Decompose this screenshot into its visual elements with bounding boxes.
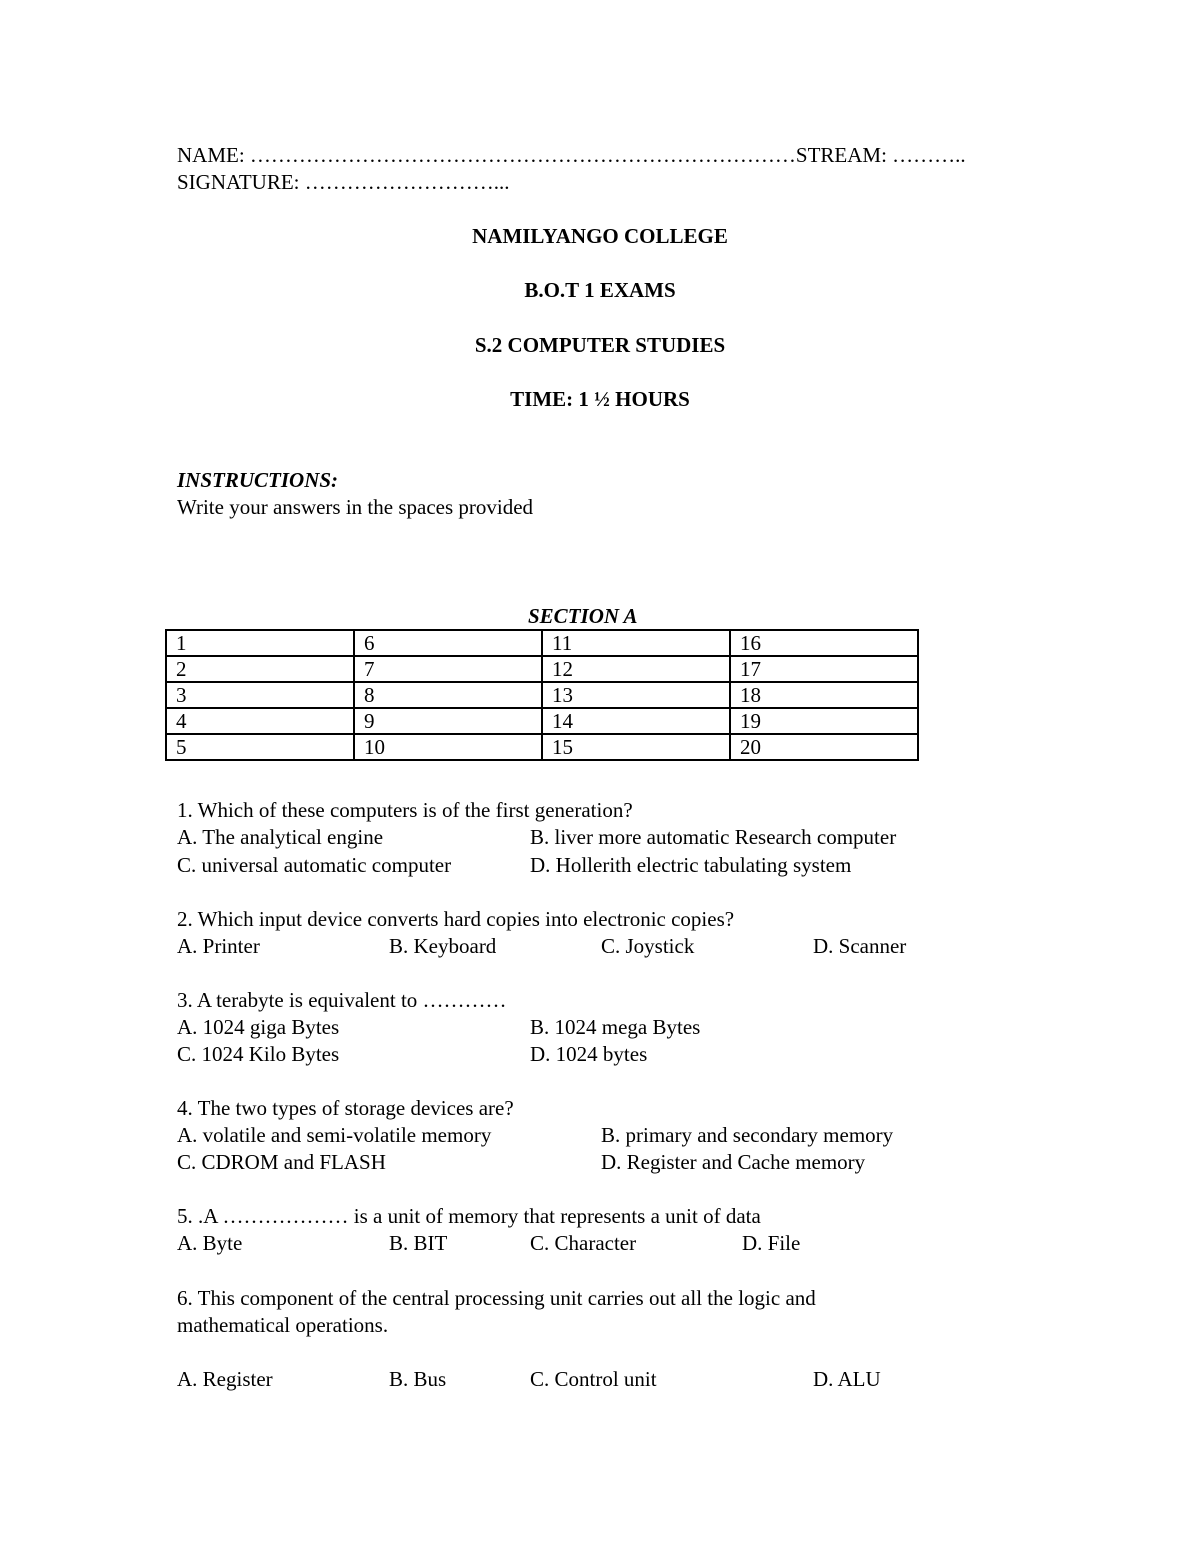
answer-cell[interactable]: 18 bbox=[730, 682, 918, 708]
question-6-option-d: D. ALU bbox=[813, 1367, 881, 1391]
question-4-option-b: B. primary and secondary memory bbox=[601, 1123, 894, 1147]
question-1-option-b: B. liver more automatic Research computer bbox=[530, 825, 897, 849]
question-4-option-a: A. volatile and semi-volatile memory bbox=[177, 1123, 492, 1147]
subject-title: S.2 COMPUTER STUDIES bbox=[474, 333, 726, 357]
question-1-option-d: D. Hollerith electric tabulating system bbox=[530, 853, 852, 877]
question-6-option-a: A. Register bbox=[177, 1367, 273, 1391]
question-5-text: 5. .A ……………… is a unit of memory that represents a unit of data bbox=[177, 1204, 761, 1228]
answer-table bbox=[165, 629, 919, 761]
table-row bbox=[166, 682, 918, 708]
question-6-option-b: B. Bus bbox=[389, 1367, 447, 1391]
question-3-option-d: D. 1024 bytes bbox=[530, 1042, 648, 1066]
question-3-option-b: B. 1024 mega Bytes bbox=[530, 1015, 701, 1039]
question-6-text-line1: 6. This component of the central processing unit carries out all the logic and bbox=[177, 1286, 816, 1310]
answer-cell[interactable]: 3 bbox=[166, 682, 354, 708]
answer-cell[interactable]: 6 bbox=[354, 630, 542, 656]
question-3-option-a: A. 1024 giga Bytes bbox=[177, 1015, 340, 1039]
answer-cell[interactable]: 11 bbox=[542, 630, 730, 656]
question-3-text: 3. A terabyte is equivalent to ………… bbox=[177, 988, 507, 1012]
question-5-option-c: C. Character bbox=[530, 1231, 637, 1255]
question-2-option-d: D. Scanner bbox=[813, 934, 907, 958]
answer-cell[interactable]: 2 bbox=[166, 656, 354, 682]
question-1-option-a: A. The analytical engine bbox=[177, 825, 384, 849]
instructions-heading: INSTRUCTIONS: bbox=[177, 468, 339, 492]
question-4-text: 4. The two types of storage devices are? bbox=[177, 1096, 514, 1120]
answer-cell[interactable]: 5 bbox=[166, 734, 354, 760]
question-5-option-a: A. Byte bbox=[177, 1231, 243, 1255]
question-1-text: 1. Which of these computers is of the first generation? bbox=[177, 798, 633, 822]
question-2-text: 2. Which input device converts hard copies into electronic copies? bbox=[177, 907, 735, 931]
name-stream-line: NAME: ……………………………………………………………………STREAM: ……….. bbox=[177, 143, 966, 167]
question-1-option-c: C. universal automatic computer bbox=[177, 853, 452, 877]
question-6-option-c: C. Control unit bbox=[530, 1367, 657, 1391]
question-2-option-b: B. Keyboard bbox=[389, 934, 497, 958]
answer-cell[interactable]: 13 bbox=[542, 682, 730, 708]
answer-cell[interactable]: 9 bbox=[354, 708, 542, 734]
question-5-option-d: D. File bbox=[742, 1231, 801, 1255]
answer-cell[interactable]: 14 bbox=[542, 708, 730, 734]
question-2-option-c: C. Joystick bbox=[601, 934, 695, 958]
answer-cell[interactable]: 16 bbox=[730, 630, 918, 656]
answer-cell[interactable]: 12 bbox=[542, 656, 730, 682]
answer-cell[interactable]: 4 bbox=[166, 708, 354, 734]
exam-title: B.O.T 1 EXAMS bbox=[524, 278, 676, 302]
question-5-option-b: B. BIT bbox=[389, 1231, 448, 1255]
answer-cell[interactable]: 7 bbox=[354, 656, 542, 682]
table-row bbox=[166, 734, 918, 760]
time-title: TIME: 1 ½ HOURS bbox=[510, 387, 690, 411]
question-4-option-c: C. CDROM and FLASH bbox=[177, 1150, 386, 1174]
table-row bbox=[166, 708, 918, 734]
answer-cell[interactable]: 17 bbox=[730, 656, 918, 682]
question-2-option-a: A. Printer bbox=[177, 934, 260, 958]
answer-cell[interactable]: 20 bbox=[730, 734, 918, 760]
signature-line: SIGNATURE: ………………………... bbox=[177, 170, 510, 194]
table-row bbox=[166, 630, 918, 656]
question-3-option-c: C. 1024 Kilo Bytes bbox=[177, 1042, 340, 1066]
school-title: NAMILYANGO COLLEGE bbox=[472, 224, 728, 248]
answer-cell[interactable]: 15 bbox=[542, 734, 730, 760]
answer-cell[interactable]: 19 bbox=[730, 708, 918, 734]
answer-cell[interactable]: 1 bbox=[166, 630, 354, 656]
question-6-text-line2: mathematical operations. bbox=[177, 1313, 389, 1337]
instructions-text: Write your answers in the spaces provided bbox=[177, 495, 534, 519]
table-row bbox=[166, 656, 918, 682]
question-4-option-d: D. Register and Cache memory bbox=[601, 1150, 866, 1174]
answer-cell[interactable]: 8 bbox=[354, 682, 542, 708]
section-title: SECTION A bbox=[528, 604, 638, 628]
answer-cell[interactable]: 10 bbox=[354, 734, 542, 760]
